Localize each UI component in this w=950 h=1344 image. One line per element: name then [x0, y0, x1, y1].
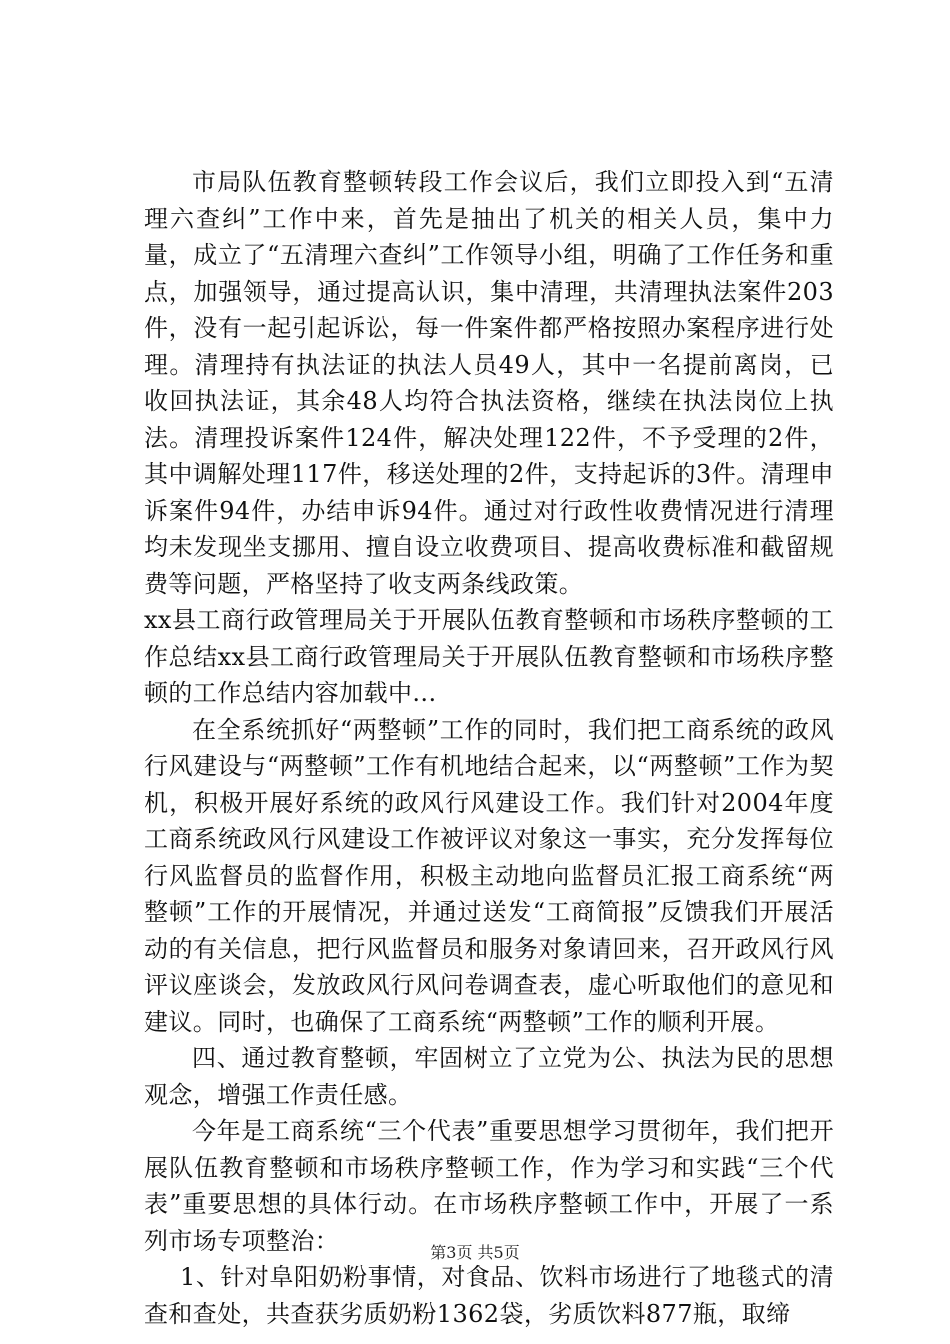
document-body: [144, 164, 834, 1332]
page-number-footer: 第3页 共5页: [430, 1243, 520, 1262]
paragraph-loading-title: xx县工商行政管理局关于开展队伍教育整顿和市场秩序整顿的工作总结xx县工商行政管理局关于开展队伍教育整顿和市场秩序整顿的工作总结内容加载中...: [144, 606, 834, 707]
paragraph-cleanup-summary: 市局队伍教育整顿转段工作会议后，我们立即投入到“五清理六查纠”工作中来，首先是抽出了机关的相关人员，集中力量，成立了“五清理六查纠”工作领导小组，明确了工作任务和重点，加强领导，通过提高认识，集中清理，共清理执法案件203件，没有一起引起诉讼，每一件案件都严格按照办案程序进行处理。清理持有执法证的执法人员49人，其中一名提前离岗，已收回执法证，其余48人均符合执法资格，继续在执法岗位上执法。清理投诉案件124件，解决处理122件，不予受理的2件，其中调解处理117件，移送处理的2件，支持起诉的3件。清理申诉案件94件，办结申诉94件。通过对行政性收费情况进行清理均未发现坐支挪用、擅自设立收费项目、提高收费标准和截留规费等问题，严格坚持了收支两条线政策。: [144, 168, 834, 598]
paragraph-three-represents: 今年是工商系统“三个代表”重要思想学习贯彻年，我们把开展队伍教育整顿和市场秩序整顿工作，作为学习和实践“三个代表”重要思想的具体行动。在市场秩序整顿工作中，开展了一系列市场专项整治：: [144, 1117, 834, 1255]
section-heading-four: 四、通过教育整顿，牢固树立了立党为公、执法为民的思想观念，增强工作责任感。: [144, 1044, 834, 1109]
list-item-milk-powder: 1、针对阜阳奶粉事情，对食品、饮料市场进行了地毯式的清查和查处，共查获劣质奶粉1362袋，劣质饮料877瓶，取缔: [144, 1263, 834, 1328]
paragraph-style-building: 在全系统抓好“两整顿”工作的同时，我们把工商系统的政风行风建设与“两整顿”工作有机地结合起来，以“两整顿”工作为契机，积极开展好系统的政风行风建设工作。我们针对2004年度工商系统政风行风建设工作被评议对象这一事实，充分发挥每位行风监督员的监督作用，积极主动地向监督员汇报工商系统“两整顿”工作的开展情况，并通过送发“工商简报”反馈我们开展活动的有关信息，把行风监督员和服务对象请回来，召开政风行风评议座谈会，发放政风行风问卷调查表，虚心听取他们的意见和建议。同时，也确保了工商系统“两整顿”工作的顺利开展。: [144, 715, 834, 1036]
